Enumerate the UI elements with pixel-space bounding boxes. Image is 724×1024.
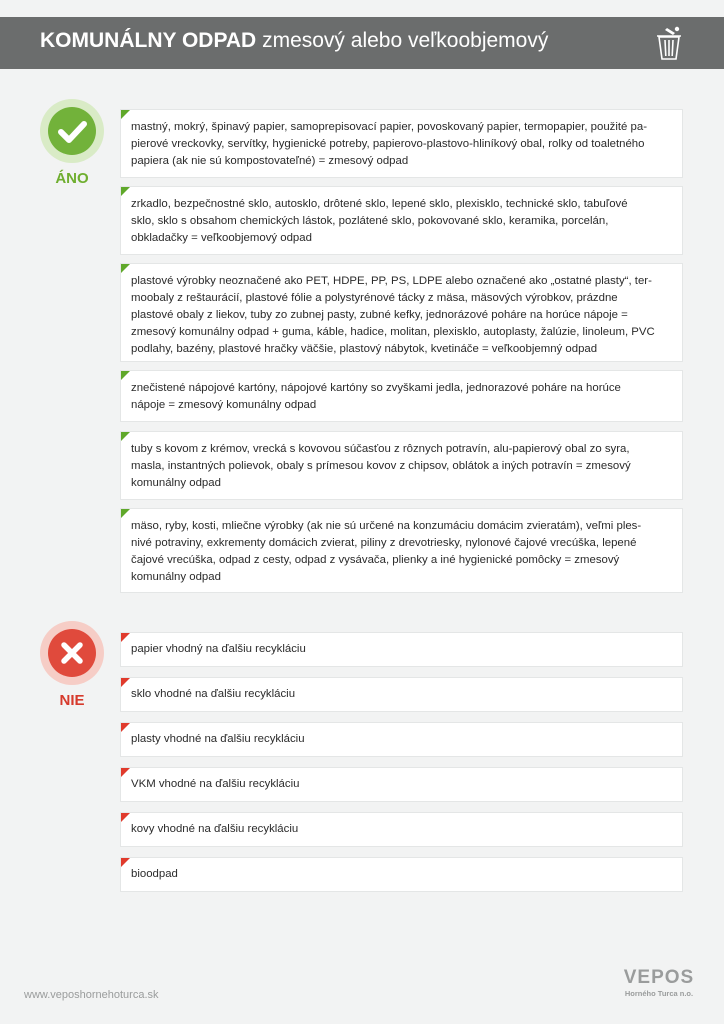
item-text-line: zrkadlo, bezpečnostné sklo, autosklo, drôtené sklo, lepené sklo, plexisklo, technické sklo, tabuľové [131, 198, 628, 210]
item-text-line: sklo, sklo s obsahom chemických lástok, pozlátené sklo, pokovované sklo, keramika, porcelán, [131, 215, 609, 227]
corner-marker [121, 723, 130, 732]
logo-main: VEPOS [623, 967, 695, 988]
item-text-line: mäso, ryby, kosti, mliečne výrobky (ak nie sú určené na konzumáciu domácim zvieratám), veľmi ples- [131, 520, 642, 532]
corner-marker [121, 858, 130, 867]
item-text-line: čajové vrecúška, odpad z cesty, odpad z vysávača, plienky a iné hygienické pomôcky = zmesový [131, 554, 620, 566]
item-text-line: kovy vhodné na ďalšiu recykláciu [131, 823, 299, 835]
checkmark-icon [40, 99, 104, 163]
corner-marker [121, 432, 130, 441]
title-strong: KOMUNÁLNY ODPAD [40, 29, 257, 52]
corner-marker [121, 110, 130, 119]
corner-marker [121, 264, 130, 273]
item-text-line: papier vhodný na ďalšiu recykláciu [131, 643, 306, 655]
yes-badge [40, 99, 104, 163]
item-text-line: sklo vhodné na ďalšiu recykláciu [131, 688, 296, 700]
item-text-line: moobaly z reštaurácií, plastové fólie a polystyrénové tácky z mäsa, mäsových výrobkov, prázdne [131, 292, 618, 304]
no-item-card [121, 678, 682, 711]
no-badge [40, 621, 104, 685]
item-text-line: tuby s kovom z krémov, vrecká s kovovou súčasťou z rôznych potravín, alu-papierový obal zo syra, [131, 443, 630, 455]
item-text-line: nivé potraviny, exkrementy domácich zvierat, piliny z drevotriesky, nylonové čajové vrecúška, lepené [131, 537, 637, 549]
item-text-line: podlahy, bazény, plastové hračky väčšie, plastový nábytok, kvetináče = veľkoobjemný odpad [131, 343, 598, 355]
corner-marker [121, 678, 130, 687]
item-text-line: mastný, mokrý, špinavý papier, samoprepisovací papier, povoskovaný papier, termopapier, použité pa- [131, 121, 648, 133]
no-item-card [121, 858, 682, 891]
corner-marker [121, 813, 130, 822]
logo-sub: Horného Turca n.o. [624, 989, 694, 998]
yes-item-card [121, 371, 682, 421]
item-text-line: znečistené nápojové kartóny, nápojové kartóny so zvyškami jedla, jednorazové poháre na horúce [131, 382, 621, 394]
item-text-line: komunálny odpad [131, 477, 221, 489]
item-text-line: zmesový komunálny odpad + guma, káble, hadice, molitan, plexisklo, autoplasty, žalúzie, linoleum, PVC [131, 326, 655, 338]
yes-item-card [121, 110, 682, 177]
trash-bin-icon [653, 26, 685, 62]
item-text-line: masla, instantných polievok, obaly s prímesou kovov z chipsov, oblátok a iných potravín = zmesový [131, 460, 631, 472]
item-text-line: bioodpad [131, 868, 178, 880]
yes-item-card [121, 264, 682, 361]
item-text-line: papiera (ak nie sú kompostovateľné) = zmesový odpad [131, 155, 409, 167]
corner-marker [121, 509, 130, 518]
vepos-logo [616, 967, 702, 999]
no-item-card [121, 633, 682, 666]
no-label: NIE [59, 692, 85, 709]
corner-marker [121, 187, 130, 196]
corner-marker [121, 633, 130, 642]
item-text-line: plasty vhodné na ďalšiu recykláciu [131, 733, 305, 745]
footer-url[interactable]: www.veposhornehoturca.sk [24, 989, 159, 1001]
yes-item-card [121, 432, 682, 499]
yes-label: ÁNO [55, 170, 89, 187]
item-text-line: VKM vhodné na ďalšiu recykláciu [131, 778, 300, 790]
no-item-card [121, 813, 682, 846]
cross-icon [40, 621, 104, 685]
yes-item-card [121, 509, 682, 592]
no-item-card [121, 768, 682, 801]
yes-item-card [121, 187, 682, 254]
corner-marker [121, 768, 130, 777]
page-header [0, 17, 724, 69]
item-text-line: plastové obaly z liekov, tuby zo zubnej pasty, zubné kefky, jednorázové poháre na horúce nápoje = [131, 309, 628, 321]
no-item-card [121, 723, 682, 756]
item-text-line: komunálny odpad [131, 571, 221, 583]
title-light: zmesový alebo veľkoobjemový [262, 29, 549, 52]
item-text-line: plastové výrobky neoznačené ako PET, HDPE, PP, PS, LDPE alebo označené ako „ostatné plasty“, ter- [131, 275, 652, 287]
corner-marker [121, 371, 130, 380]
item-text-line: pierové vreckovky, servítky, hygienické potreby, papierovo-plastovo-hliníkový obal, rolky od toaletného [131, 138, 645, 150]
item-text-line: obkladačky = veľkoobjemový odpad [131, 232, 312, 244]
page-title [40, 29, 548, 53]
item-text-line: nápoje = zmesový komunálny odpad [131, 399, 317, 411]
